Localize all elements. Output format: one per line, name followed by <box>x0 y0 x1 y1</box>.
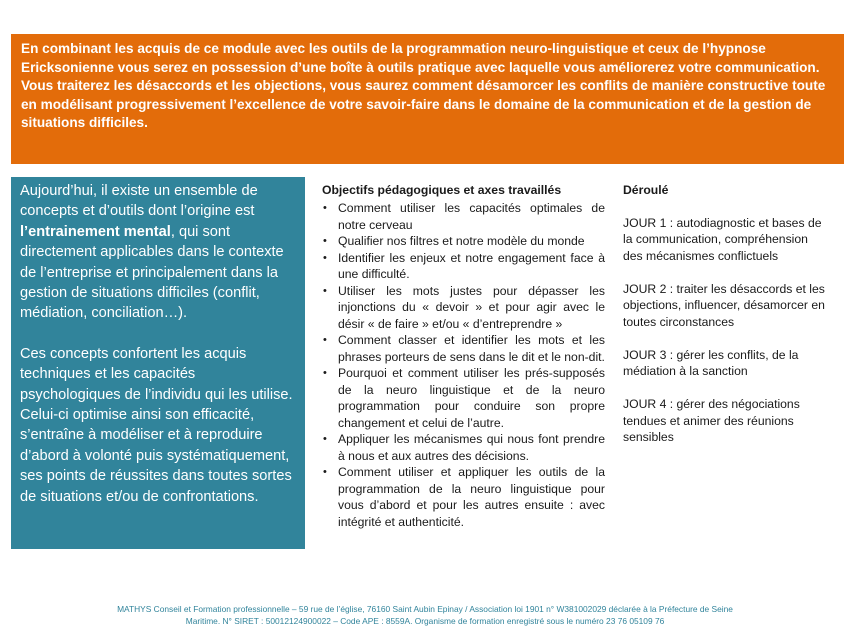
bullet-icon: • <box>323 202 327 214</box>
objective-item <box>322 233 605 250</box>
bullet-icon: • <box>323 466 327 478</box>
objective-text: Comment utiliser et appliquer les outils de la programmation de la neuro linguistique pour vous d’abord et pour les autres ensuite : avec intégrité et authenticité. <box>338 465 605 529</box>
schedule-day-4: JOUR 4 : gérer des négociations tendues et animer des réunions sensibles <box>623 397 800 444</box>
objective-text: Pourquoi et comment utiliser les prés-supposés de la neuro linguistique et de la neuro programmation pour conduire son propre changement et celui de l’autre. <box>338 366 605 430</box>
objectives-section <box>322 182 605 530</box>
context-highlight: l’entrainement mental <box>20 223 171 240</box>
footer <box>40 603 810 627</box>
bullet-icon: • <box>323 235 327 247</box>
schedule-section <box>623 182 828 446</box>
banner-paragraph-1: En combinant les acquis de ce module avec les outils de la programmation neuro-linguistique et ceux de l’hypnose Ericksonienne vous serez en possession d’une boîte à outils pratique avec laquelle vous améliorerez votre communication. <box>21 41 820 75</box>
schedule-title: Déroulé <box>623 183 669 197</box>
context-text: Aujourd’hui, il existe un ensemble de concepts et d’outils dont l’origine est <box>20 183 258 220</box>
objectives-list <box>322 200 605 530</box>
footer-line-1: MATHYS Conseil et Formation professionnelle – 59 rue de l’église, 76160 Saint Aubin Epinay / Association loi 1901 n° W381002029 déclarée à la Préfecture de Seine <box>117 604 733 614</box>
intro-banner <box>11 34 844 164</box>
objective-text: Utiliser les mots justes pour dépasser les injonctions du « devoir » et pour agir avec le désir « de faire » et/ou « d’entreprendre » <box>338 283 605 331</box>
objective-item <box>322 332 605 365</box>
bullet-icon: • <box>323 433 327 445</box>
context-panel <box>11 177 305 549</box>
objectives-title: Objectifs pédagogiques et axes travaillés <box>322 183 562 197</box>
footer-line-2: Maritime. N° SIRET : 50012124900022 – Code APE : 8559A. Organisme de formation enregistré sous le numéro 23 76 05109 76 <box>185 616 665 626</box>
objective-text: Identifier les enjeux et notre engagement face à une difficulté. <box>338 250 605 281</box>
bullet-icon: • <box>323 367 327 379</box>
banner-paragraph-2: Vous traiterez les désaccords et les objections, vous saurez comment désamorcer les conflits de manière constructive toute en modélisant progressivement l’excellence de votre savoir-faire dans le domaine de la communication et de la gestion de situations difficiles. <box>21 78 826 131</box>
objective-text: Appliquer les mécanismes qui nous font prendre à nous et aux autres des décisions. <box>338 432 605 463</box>
bullet-icon: • <box>323 251 327 264</box>
context-paragraph-1 <box>20 181 297 324</box>
objective-text: Comment utiliser les capacités optimales de notre cerveau <box>338 201 605 232</box>
bullet-icon: • <box>323 334 327 346</box>
objective-item <box>322 464 605 530</box>
schedule-day-3: JOUR 3 : gérer les conflits, de la médiation à la sanction <box>623 347 799 378</box>
objective-item <box>322 250 605 283</box>
objective-item <box>322 365 605 431</box>
objective-item <box>322 200 605 233</box>
objective-item <box>322 431 605 464</box>
schedule-day-2: JOUR 2 : traiter les désaccords et les objections, influencer, désamorcer en toutes circonstances <box>623 281 825 329</box>
bullet-icon: • <box>323 284 327 297</box>
context-paragraph-2: Ces concepts confortent les acquis techniques et les capacités psychologiques de l’individu qui les utilise. Celui-ci optimise ainsi son efficacité, s’entraîne à modéliser et à reproduire d’abord à volonté puis systématiquement, ses points de réussites dans toutes sortes de situations et/ou de confrontations. <box>20 345 293 505</box>
context-text: , qui sont directement applicables dans le contexte de l’entreprise et principalement dans la gestion de situations difficiles (conflit, médiation, conciliation…). <box>20 223 284 322</box>
objective-text: Qualifier nos filtres et notre modèle du monde <box>338 234 585 248</box>
schedule-day-1: JOUR 1 : autodiagnostic et bases de la communication, compréhension des mécanismes conflictuels <box>623 215 822 263</box>
objective-text: Comment classer et identifier les mots et les phrases porteurs de sens dans le dit et le non-dit. <box>338 333 605 364</box>
objective-item <box>322 283 605 333</box>
